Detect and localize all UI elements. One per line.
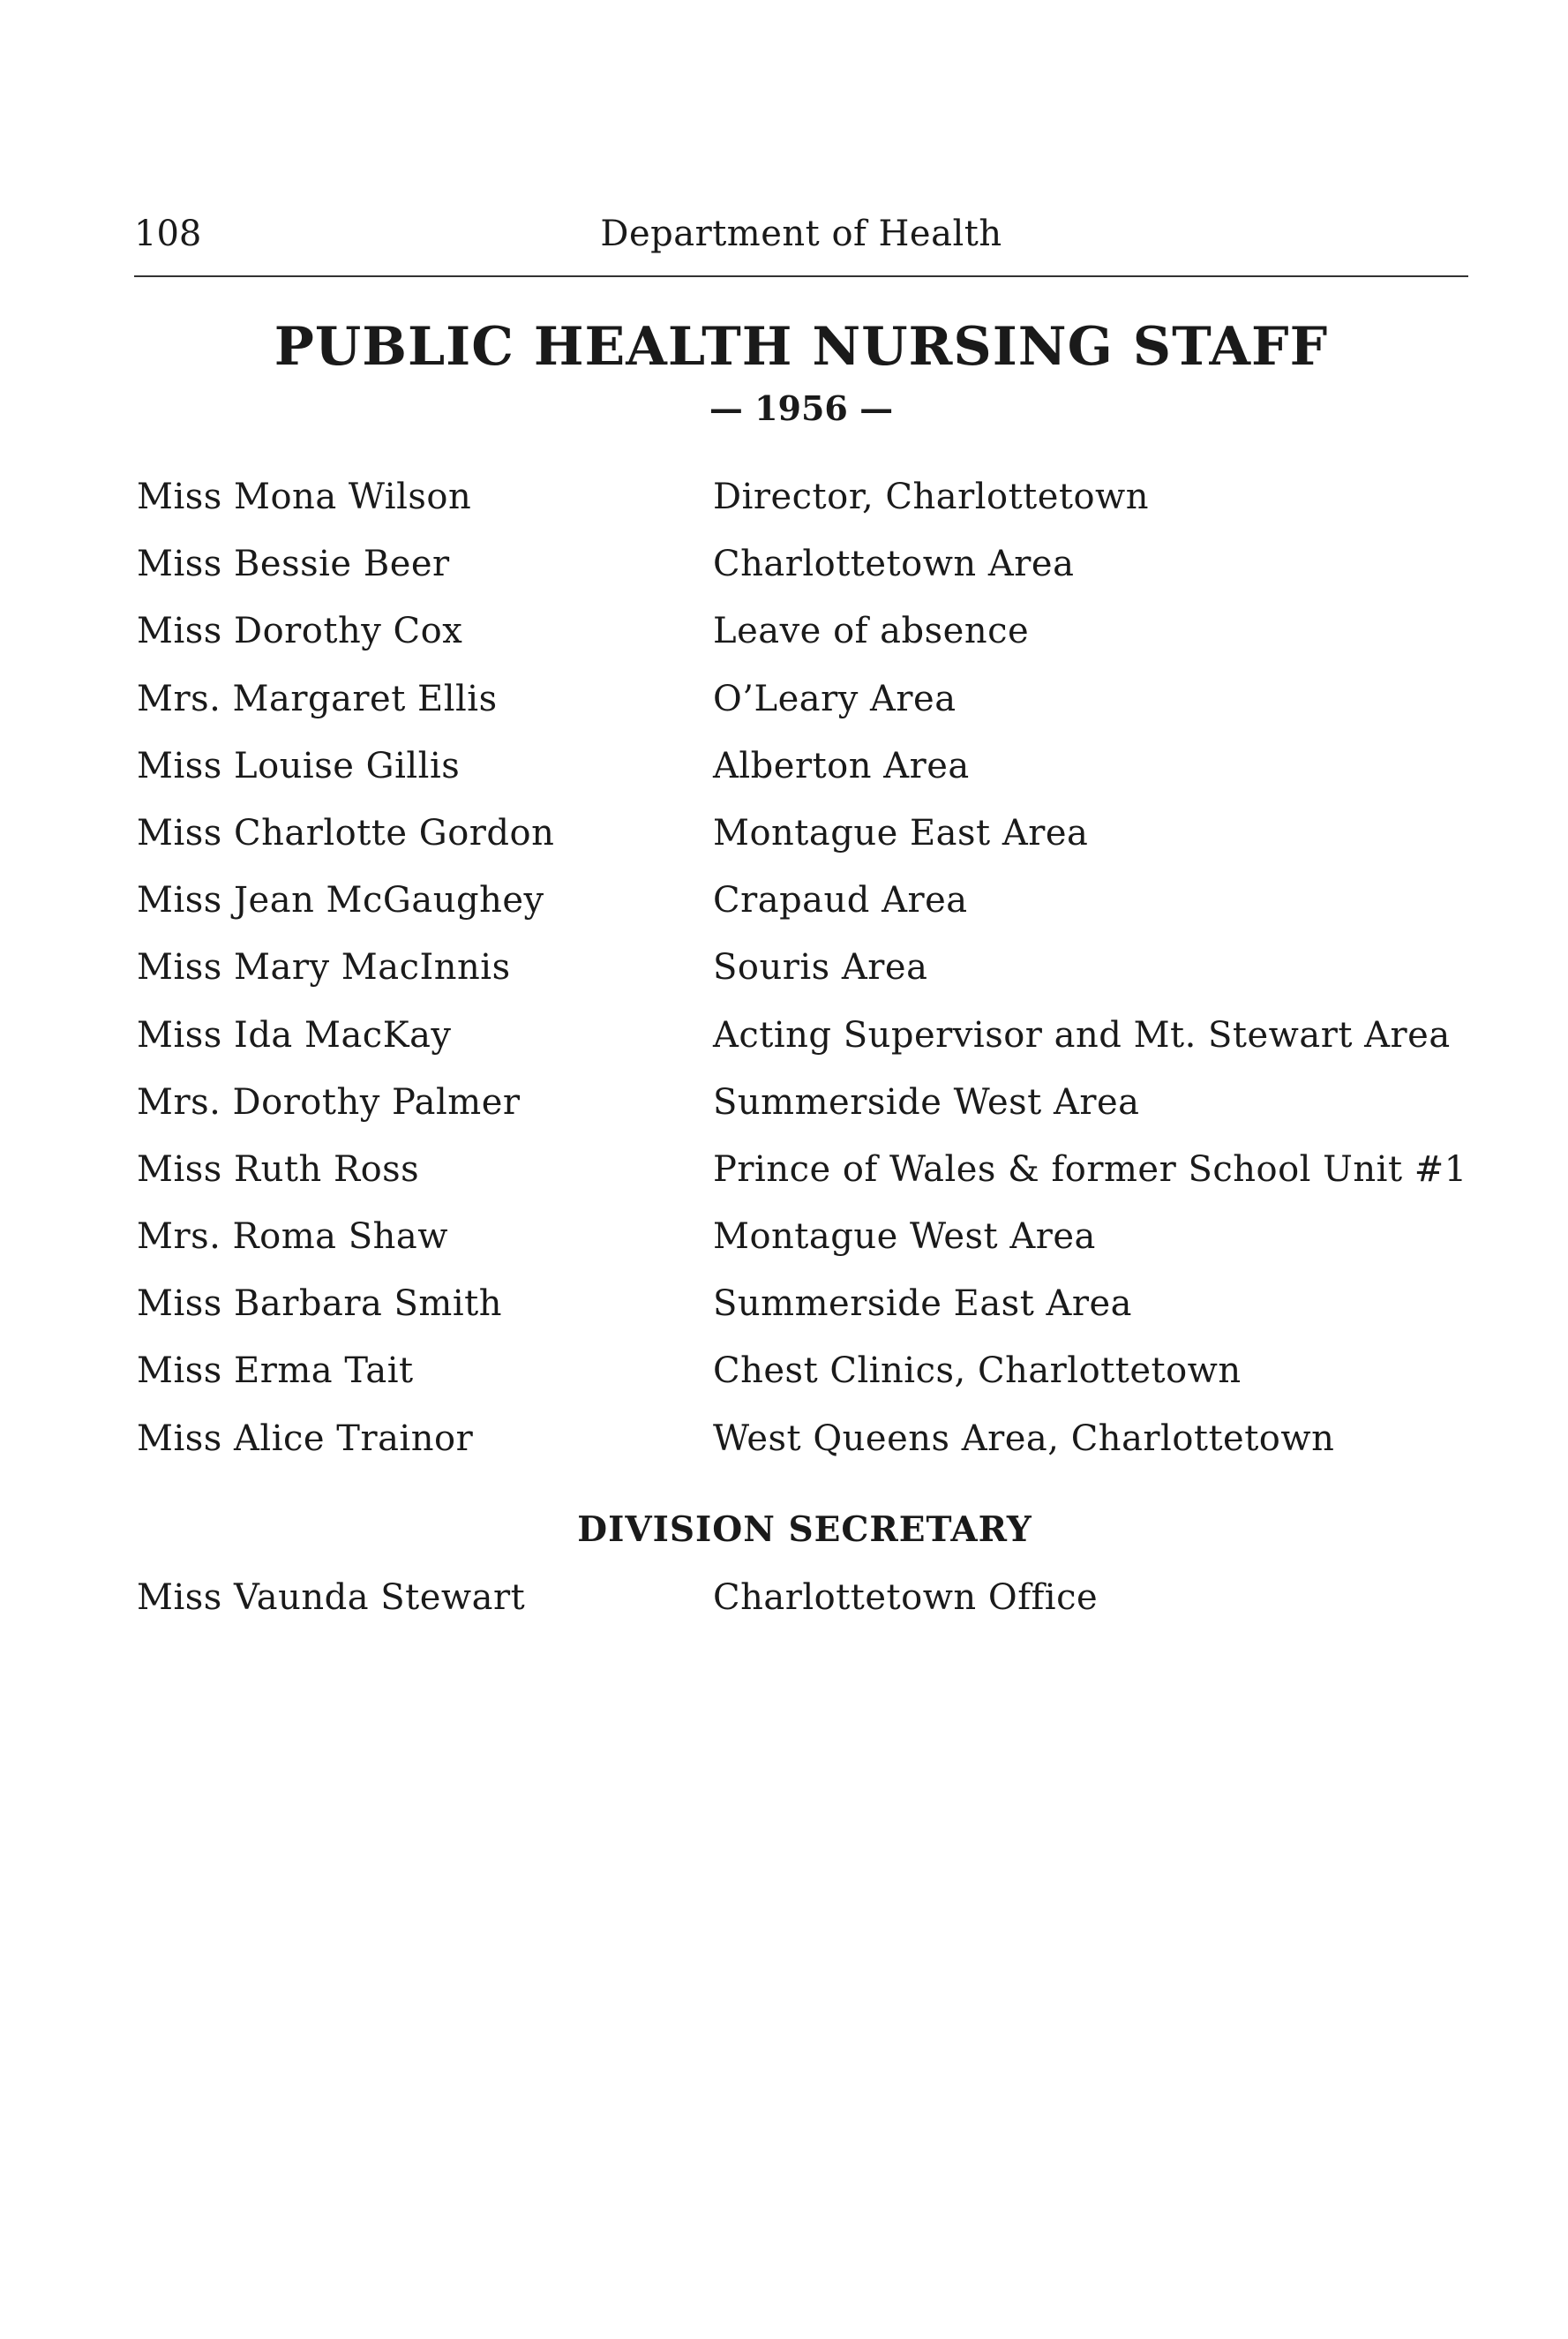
staff-name: Mrs. Roma Shaw (137, 1216, 448, 1258)
staff-assignment: Director, Charlottetown (713, 477, 1150, 517)
staff-name: Miss Barbara Smith (137, 1283, 502, 1325)
staff-row (137, 1418, 1478, 1485)
staff-row (137, 1350, 1478, 1418)
staff-assignment: Montague East Area (713, 812, 1089, 854)
staff-assignment: Leave of absence (713, 611, 1030, 652)
year-subtitle: — 1956 — (709, 388, 894, 428)
staff-row (137, 544, 1478, 611)
staff-assignment: Acting Supervisor and Mt. Stewart Area (713, 1014, 1451, 1056)
staff-row (137, 813, 1478, 880)
staff-row (137, 1015, 1478, 1082)
staff-assignment: West Queens Area, Charlottetown (713, 1418, 1335, 1459)
staff-name: Miss Mary MacInnis (137, 947, 511, 989)
staff-row (137, 1082, 1478, 1149)
staff-assignment: Summerside West Area (713, 1081, 1140, 1123)
staff-assignment: O’Leary Area (713, 678, 957, 719)
staff-name: Miss Erma Tait (137, 1350, 414, 1392)
staff-row (137, 947, 1478, 1014)
staff-name: Miss Alice Trainor (137, 1418, 474, 1459)
staff-row (137, 1149, 1478, 1216)
staff-assignment: Prince of Wales & former School Unit #1 (713, 1148, 1467, 1190)
staff-assignment: Summerside East Area (713, 1283, 1133, 1325)
staff-row (137, 880, 1478, 947)
running-title: Department of Health (600, 214, 1002, 254)
page-title: PUBLIC HEALTH NURSING STAFF (274, 316, 1329, 378)
staff-name: Mrs. Margaret Ellis (137, 678, 498, 719)
secretary-row (137, 1577, 1478, 1630)
staff-name: Miss Ida MacKay (137, 1014, 452, 1056)
header-rule (134, 275, 1468, 277)
staff-assignment: Montague West Area (713, 1216, 1096, 1258)
staff-assignment: Crapaud Area (713, 880, 968, 921)
staff-assignment: Charlottetown Area (713, 544, 1075, 585)
staff-row (137, 746, 1478, 813)
staff-row (137, 611, 1478, 678)
staff-assignment: Alberton Area (713, 745, 970, 786)
staff-name: Miss Dorothy Cox (137, 611, 463, 652)
staff-row (137, 477, 1478, 544)
secretary-name: Miss Vaunda Stewart (137, 1577, 526, 1618)
staff-name: Miss Louise Gillis (137, 745, 461, 786)
division-secretary-heading: DIVISION SECRETARY (577, 1509, 1032, 1550)
page-number: 108 (134, 214, 202, 254)
running-header (134, 214, 1468, 267)
staff-assignment: Souris Area (713, 947, 928, 989)
staff-assignment: Chest Clinics, Charlottetown (713, 1350, 1242, 1392)
staff-name: Miss Mona Wilson (137, 477, 472, 517)
staff-list (137, 477, 1478, 1485)
staff-name: Mrs. Dorothy Palmer (137, 1081, 521, 1123)
staff-row (137, 1283, 1478, 1350)
secretary-assignment: Charlottetown Office (713, 1577, 1099, 1618)
staff-row (137, 1216, 1478, 1283)
staff-row (137, 679, 1478, 746)
staff-name: Miss Charlotte Gordon (137, 812, 555, 854)
staff-name: Miss Ruth Ross (137, 1148, 420, 1190)
staff-name: Miss Bessie Beer (137, 544, 450, 585)
staff-name: Miss Jean McGaughey (137, 880, 544, 921)
